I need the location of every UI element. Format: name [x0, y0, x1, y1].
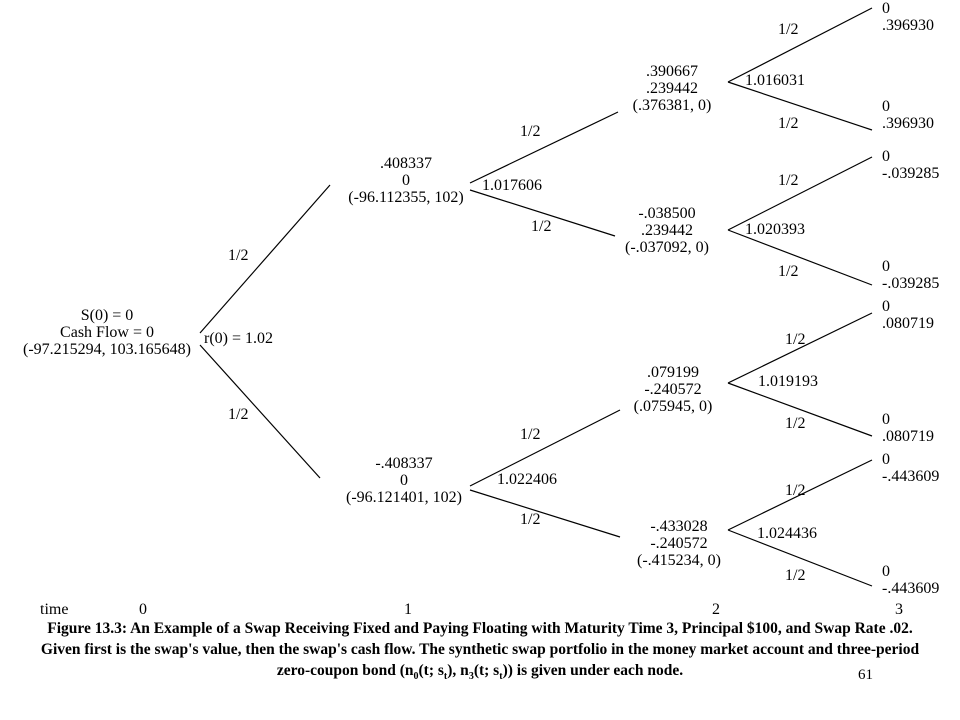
branch-ud-down [728, 230, 872, 285]
leaf-8-cashflow: -.443609 [882, 580, 940, 597]
node-dd [637, 518, 721, 569]
leaf-6-value: 0 [882, 411, 890, 428]
prob-du-down: 1/2 [785, 415, 806, 432]
prob-dd-up: 1/2 [785, 482, 806, 499]
node-uu-value: .390667 [646, 63, 698, 80]
node-du-portfolio: (.075945, 0) [633, 398, 713, 415]
branch-uu-up [728, 8, 872, 82]
leaf-4 [882, 258, 939, 292]
node-root-cashflow: Cash Flow = 0 [60, 324, 154, 341]
branch-uu-down [728, 82, 872, 130]
leaf-8 [882, 563, 939, 597]
node-ud [625, 205, 709, 256]
node-u-cashflow: 0 [401, 172, 410, 189]
leaf-2-cashflow: .396930 [882, 115, 934, 132]
caption-text-1: Figure 13.3: An Example of a Swap Receiving Fixed and Paying Floating with Maturity Time 3, Principal $100, and Swap Rate .02. Given first is the swap's value, then the swap's cash flow. The synthetic swap portfolio in the money market account and three-period zero-coupon bond (n [40, 620, 920, 679]
caption-text-5: )) is given under each node. [502, 662, 684, 679]
node-root [23, 307, 191, 358]
rate-root: r(0) = 1.02 [204, 330, 274, 347]
rate-d: 1.022406 [497, 471, 557, 488]
node-u-portfolio: (-96.112355, 102) [348, 189, 464, 206]
node-root-value: S(0) = 0 [80, 307, 134, 324]
time-tick-3: 3 [895, 601, 903, 618]
leaf-1 [882, 0, 934, 34]
branch-d-down [470, 490, 620, 537]
caption-sub-t1: t [443, 671, 448, 683]
leaf-7 [882, 451, 939, 485]
prob-ud-down: 1/2 [778, 263, 799, 280]
node-d-value: -.408337 [375, 455, 433, 472]
node-du [634, 364, 713, 415]
prob-dd-down: 1/2 [785, 567, 806, 584]
prob-root-down: 1/2 [228, 406, 249, 423]
node-d-cashflow: 0 [399, 472, 408, 489]
node-uu-portfolio: (.376381, 0) [632, 97, 712, 114]
caption-text-3: ), n [447, 662, 469, 679]
rate-ud: 1.020393 [745, 221, 805, 238]
node-u [348, 155, 463, 206]
node-d [346, 455, 462, 506]
leaf-3 [882, 148, 939, 182]
caption-sub-0: 0 [413, 671, 419, 683]
prob-d-down: 1/2 [520, 511, 541, 528]
node-d-portfolio: (-96.121401, 102) [346, 489, 462, 506]
leaf-6-cashflow: .080719 [882, 428, 934, 445]
node-du-value: .079199 [647, 364, 699, 381]
prob-uu-up: 1/2 [778, 21, 799, 38]
time-tick-0: 0 [139, 601, 147, 618]
node-dd-cashflow: -.240572 [650, 535, 708, 552]
leaf-2-value: 0 [882, 98, 890, 115]
prob-u-down: 1/2 [531, 218, 552, 235]
prob-ud-up: 1/2 [778, 172, 799, 189]
branch-u-up [470, 112, 618, 183]
prob-du-up: 1/2 [785, 331, 806, 348]
node-dd-portfolio: (-.415234, 0) [637, 552, 721, 569]
leaf-1-value: 0 [882, 0, 890, 17]
caption-sub-t2: t [499, 671, 503, 683]
time-tick-1: 1 [404, 601, 412, 618]
prob-d-up: 1/2 [520, 426, 541, 443]
branch-root-down [200, 345, 320, 478]
leaf-4-cashflow: -.039285 [882, 275, 940, 292]
node-root-portfolio: (-97.215294, 103.165648) [23, 341, 191, 358]
figure-caption [40, 618, 920, 687]
node-dd-value: -.433028 [650, 518, 708, 535]
leaf-8-value: 0 [882, 563, 890, 580]
leaf-3-value: 0 [882, 148, 890, 165]
prob-root-up: 1/2 [228, 247, 249, 264]
rate-du: 1.019193 [758, 373, 818, 390]
node-ud-portfolio: (-.037092, 0) [625, 239, 709, 256]
leaf-4-value: 0 [882, 258, 890, 275]
node-ud-cashflow: .239442 [640, 222, 693, 239]
leaf-1-cashflow: .396930 [882, 17, 934, 34]
caption-sub-3: 3 [468, 671, 474, 683]
node-du-cashflow: -.240572 [644, 381, 702, 398]
time-axis-label: time [40, 601, 69, 618]
node-uu-cashflow: .239442 [646, 80, 698, 97]
leaf-7-value: 0 [882, 451, 890, 468]
rate-dd: 1.024436 [757, 525, 817, 542]
leaf-5-value: 0 [882, 298, 890, 315]
leaf-2 [882, 98, 934, 132]
prob-u-up: 1/2 [520, 123, 541, 140]
caption-text-2: (t; s [418, 662, 444, 679]
rate-uu: 1.016031 [745, 72, 805, 89]
leaf-5 [882, 298, 934, 332]
caption-text-4: (t; s [473, 662, 500, 679]
leaf-6 [882, 411, 934, 445]
prob-uu-down: 1/2 [778, 115, 799, 132]
time-tick-2: 2 [712, 601, 720, 618]
rate-u: 1.017606 [482, 177, 542, 194]
leaf-7-cashflow: -.443609 [882, 468, 940, 485]
leaf-3-cashflow: -.039285 [882, 165, 940, 182]
page-number: 61 [858, 667, 873, 683]
branch-root-up [200, 185, 330, 333]
branch-ud-up [728, 157, 872, 230]
node-u-value: .408337 [379, 155, 432, 172]
leaf-5-cashflow: .080719 [882, 315, 934, 332]
node-ud-value: -.038500 [638, 205, 696, 222]
node-uu [633, 63, 712, 114]
